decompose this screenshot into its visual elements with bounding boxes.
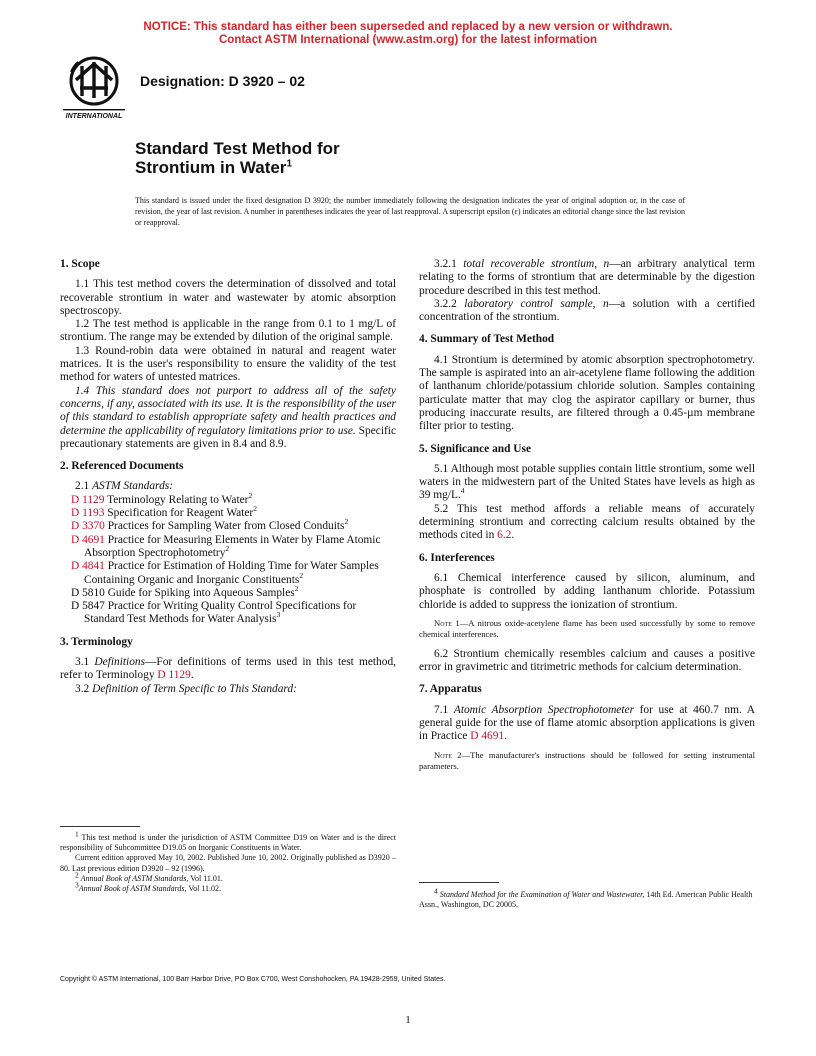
section-heading: 6. Interferences [419, 551, 495, 564]
paragraph-1-4: 1.4 This standard does not purport to address all of the safety concerns, if any, associated with its use. It is the responsibility of the user of this standard to establish appropriate safety and health practices and determine the applicability of regulatory limitations prior to use. Specific precautionary statements are given in 8.4 and 8.9. [60, 384, 396, 450]
designation: Designation: D 3920 – 02 [140, 73, 305, 89]
footnote-4: $^4$ Standard Method for the Examination of Water and Wastewater, 14th Ed. American Public Health Assn., Washington, DC 20005. [419, 886, 753, 910]
left-column [60, 258, 396, 705]
paragraph-1-2: 1.2 The test method is applicable in the range from 0.1 to 1 mg/L of strontium. The range may be extended by dilution of the original sample. [60, 318, 396, 344]
section-heading: 3. Terminology [60, 635, 133, 648]
section-terminology-cont [419, 258, 755, 324]
notice-banner [0, 21, 816, 47]
title-line-1: Standard Test Method for [135, 139, 340, 158]
copyright-notice: Copyright © ASTM International, 100 Barr Harbor Drive, PO Box C700, West Conshohocken, PA 19428-2959, United States. [60, 976, 446, 983]
link-d4691[interactable]: D 4691 [470, 730, 505, 743]
paragraph-5-2: 5.2 This test method affords a reliable means of accurately determining strontium and correcting calcium results obtained by the methods cited in 6.2. [419, 502, 755, 542]
astm-logo [60, 52, 128, 122]
paragraph-2-1: 2.1 ASTM Standards: [75, 480, 173, 493]
paragraph-3-1: 3.1 Definitions—For definitions of terms used in this test method, refer to Terminology D 1129. [60, 656, 396, 682]
logo-org-text: INTERNATIONAL [65, 113, 123, 120]
paragraph-3-2: 3.2 Definition of Term Specific to This Standard: [75, 682, 297, 695]
footnote-2: $^2$ Annual Book of ASTM Standards, Vol 11.01. [75, 870, 223, 883]
issue-note: This standard is issued under the fixed designation D 3920; the number immediately following the designation indicates the year of original adoption or, in the case of revision, the year of last revision. A number in parentheses indicates the year of last reapproval. A superscript epsilon (ε) indicates an editorial change since the last revision or reapproval. [135, 196, 685, 227]
reference-item: D 4841 Practice for Estimation of Holding Time for Water Samples Containing Organic and Inorganic Constituents$^2$ [71, 560, 379, 586]
reference-item: D 5810 Guide for Spiking into Aqueous Samples$^2$ [71, 584, 299, 599]
link-6-2[interactable]: 6.2 [497, 529, 512, 542]
footnote-rule [419, 882, 499, 883]
reference-code-link[interactable]: D 3370 [71, 520, 105, 533]
reference-code-link[interactable]: D 4691 [71, 533, 105, 546]
title-footnote-ref: 1 [286, 158, 292, 170]
paragraph-6-1: 6.1 Chemical interference caused by silicon, aluminum, and phosphate is controlled by adding lanthanum chloride. Potassium chloride is added to suppress the ionization of strontium. [419, 571, 755, 611]
paragraph-3-2-1: 3.2.1 total recoverable strontium, n—an arbitrary analytical term relating to the forms of strontium that are determinable by the digestion procedure described in this test method. [419, 258, 755, 297]
section-interferences [419, 552, 755, 675]
section-significance [419, 443, 755, 543]
paragraph-4-1: 4.1 Strontium is determined by atomic absorption spectrophotometry. The sample is aspirated into an air-acetylene flame following the addition of lanthanum chloride/potassium chloride solution. Samples containing particulate matter that may clog the aspirator capillary or burner, thus producing inaccurate results, are filtered through a 0.45-µm membrane filter prior to testing. [419, 353, 755, 433]
reference-item: D 5847 Practice for Writing Quality Control Specifications for Standard Test Methods for Water Analysis$^3$ [71, 600, 357, 626]
reference-list [60, 490, 396, 627]
title-line-2: Strontium in Water$^1$ [135, 158, 292, 177]
section-referenced-documents [60, 460, 396, 627]
paragraph-3-2-2: 3.2.2 laboratory control sample, n—a solution with a certified concentration of the strontium. [419, 297, 755, 324]
section-heading: 5. Significance and Use [419, 442, 532, 455]
section-heading: 2. Referenced Documents [60, 460, 184, 473]
reference-code-link: D 5847 [71, 600, 105, 613]
paragraph-7-1: 7.1 Atomic Absorption Spectrophotometer for use at 460.7 nm. A general guide for the use of flame atomic absorption applications is given in Practice D 4691. [419, 703, 756, 743]
footnote-3: $^3$Annual Book of ASTM Standards, Vol 11.02. [75, 880, 222, 894]
right-footnotes [419, 882, 755, 910]
section-summary [419, 333, 755, 433]
section-scope [60, 258, 396, 451]
left-footnotes [60, 826, 396, 894]
reference-code-link: D 5810 [71, 586, 105, 599]
paragraph-6-2: 6.2 Strontium chemically resembles calcium and causes a positive error in gravimetric and titrimetric methods for calcium determination. [419, 647, 755, 674]
paragraph-5-1: 5.1 Although most potable supplies contain little strontium, some well waters in the midwestern part of the United States have levels as high as 39 mg/L.$^4$ [419, 462, 755, 502]
page-number: 1 [405, 1014, 411, 1026]
notice-line-1: NOTICE: This standard has either been superseded and replaced by a new version or withdrawn. [143, 21, 673, 33]
reference-code-link[interactable]: D 4841 [71, 560, 105, 573]
reference-item: D 3370 Practices for Sampling Water from Closed Conduits$^2$ [71, 517, 349, 533]
paragraph-1-3: 1.3 Round-robin data were obtained in natural and reagent water matrices. It is the user's responsibility to ensure the validity of the test method for waters of untested matrices. [60, 344, 396, 384]
section-terminology [60, 636, 396, 696]
section-heading: 4. Summary of Test Method [419, 333, 555, 346]
section-apparatus [419, 683, 755, 771]
right-column [419, 258, 755, 781]
footnote-rule [60, 826, 140, 827]
section-heading: 1. Scope [60, 258, 100, 270]
section-heading: 7. Apparatus [419, 683, 482, 696]
reference-code-link[interactable]: D 1129 [71, 493, 105, 506]
reference-item: D 1193 Specification for Reagent Water$^2$ [71, 504, 257, 520]
page-title [135, 139, 340, 177]
reference-code-link[interactable]: D 1193 [71, 507, 105, 520]
footnote-1: $^1$ This test method is under the jurisdiction of ASTM Committee D19 on Water and is the direct responsibility of Subcommittee D19.05 on Inorganic Constituents in Water. [60, 829, 396, 853]
footnote-1-edition: Current edition approved May 10, 2002. Published June 10, 2002. Originally published as D3920 – 80. Last previous edition D3920 – 92 (1996). [60, 853, 396, 873]
notice-line-2: Contact ASTM International (www.astm.org) for the latest information [218, 34, 598, 46]
link-d1129[interactable]: D 1129 [157, 669, 191, 682]
reference-item: D 1129 Terminology Relating to Water$^2$ [71, 490, 253, 506]
note-1: Note 1—A nitrous oxide-acetylene flame has been used successfully by some to remove chemical interferences. [419, 617, 755, 639]
reference-item: D 4691 Practice for Measuring Elements in Water by Flame Atomic Absorption Spectrophotometry$^2$ [71, 533, 381, 559]
note-2: Note 2—The manufacturer's instructions should be followed for setting instrumental parameters. [419, 749, 755, 771]
paragraph-1-1: 1.1 This test method covers the determination of dissolved and total recoverable strontium in water and wastewater by atomic absorption spectroscopy. [60, 278, 396, 317]
